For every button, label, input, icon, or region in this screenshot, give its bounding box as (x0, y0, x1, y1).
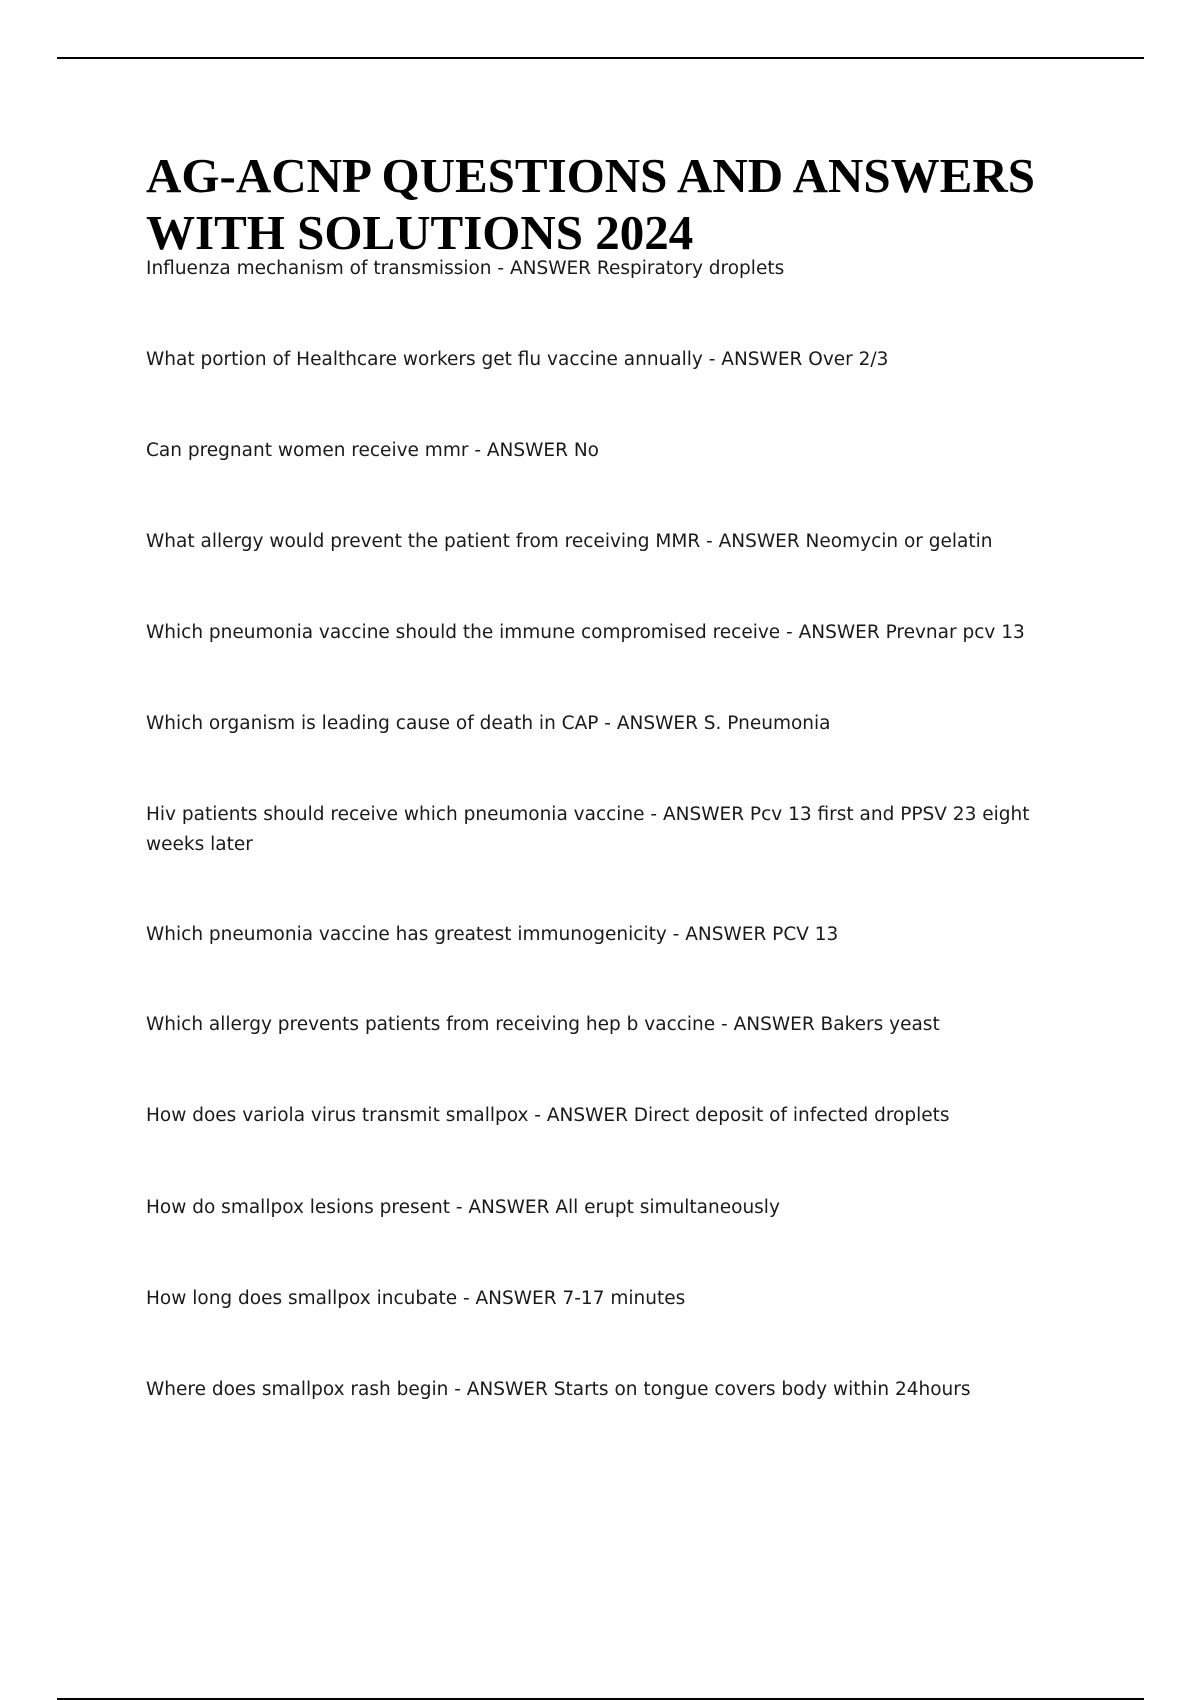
qa-item: Which pneumonia vaccine should the immune compromised receive - ANSWER Prevnar pcv 13 (146, 622, 1025, 643)
qa-item: What portion of Healthcare workers get flu vaccine annually - ANSWER Over 2/3 (146, 349, 889, 370)
qa-item: Can pregnant women receive mmr - ANSWER No (146, 440, 599, 461)
qa-item: Where does smallpox rash begin - ANSWER Starts on tongue covers body within 24hours (146, 1379, 971, 1400)
qa-item: Which pneumonia vaccine has greatest immunogenicity - ANSWER PCV 13 (146, 924, 839, 945)
qa-item: How do smallpox lesions present - ANSWER All erupt simultaneously (146, 1197, 780, 1218)
document-title: AG-ACNP QUESTIONS AND ANSWERS WITH SOLUTIONS 2024 (146, 148, 1035, 260)
qa-item: Influenza mechanism of transmission - ANSWER Respiratory droplets (146, 258, 785, 279)
qa-item: Hiv patients should receive which pneumonia vaccine - ANSWER Pcv 13 first and PPSV 23 eight weeks later (146, 804, 1030, 855)
qa-item: Which organism is leading cause of death in CAP - ANSWER S. Pneumonia (146, 713, 831, 734)
top-divider (57, 57, 1144, 59)
qa-item: Which allergy prevents patients from receiving hep b vaccine - ANSWER Bakers yeast (146, 1014, 940, 1035)
qa-item: What allergy would prevent the patient from receiving MMR - ANSWER Neomycin or gelatin (146, 531, 993, 552)
qa-item: How does variola virus transmit smallpox - ANSWER Direct deposit of infected droplets (146, 1105, 950, 1126)
qa-item: How long does smallpox incubate - ANSWER 7-17 minutes (146, 1288, 686, 1309)
